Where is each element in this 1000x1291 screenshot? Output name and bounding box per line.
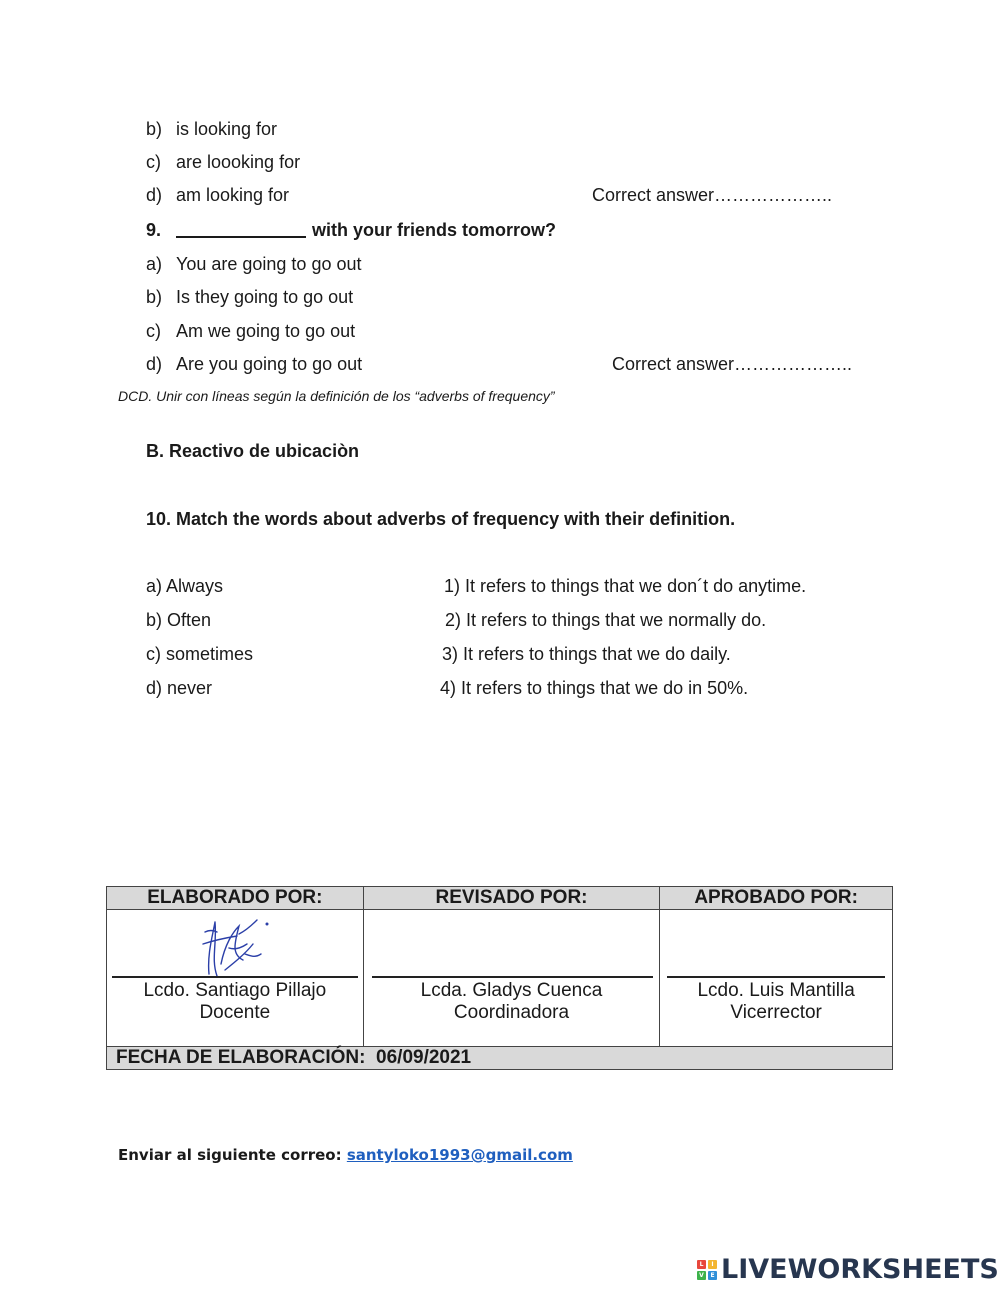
signer-name: Lcdo. Luis Mantilla xyxy=(697,980,855,1001)
option-letter: d) xyxy=(146,185,163,205)
signature-row xyxy=(107,910,893,1047)
logo-square: V xyxy=(697,1271,706,1280)
signature-cell-aprobado xyxy=(660,910,893,1047)
date-label: FECHA DE ELABORACIÓN: xyxy=(116,1047,366,1068)
option-text: Are you going to go out xyxy=(176,354,363,374)
signer-role: Coordinadora xyxy=(453,1002,570,1023)
option-letter: c) xyxy=(146,152,161,172)
option-text: You are going to go out xyxy=(176,254,362,274)
option-letter: b) xyxy=(146,287,163,307)
signer-elaborado xyxy=(107,980,363,1024)
q9-correct-answer-field[interactable]: Correct answer……………….. xyxy=(612,354,853,374)
q8-option-d xyxy=(146,185,289,206)
option-letter: a) xyxy=(146,254,163,274)
logo-text: LIVEWORKSHEETS xyxy=(721,1254,999,1285)
q9-question xyxy=(146,220,556,241)
option-letter: c) xyxy=(146,321,161,341)
option-letter: b) xyxy=(146,119,163,139)
match-definition-3[interactable]: 3) It refers to things that we do daily. xyxy=(442,644,731,664)
q9-option-a xyxy=(146,254,362,275)
match-word-never[interactable]: d) never xyxy=(146,678,213,698)
option-text: Am we going to go out xyxy=(176,321,356,341)
signer-name: Lcda. Gladys Cuenca xyxy=(420,980,603,1001)
match-definition-1[interactable]: 1) It refers to things that we don´t do anytime. xyxy=(444,576,807,596)
date-value: 06/09/2021 xyxy=(376,1047,472,1068)
signature-line xyxy=(667,976,885,978)
header-revisado: REVISADO POR: xyxy=(363,887,660,910)
email-label: Enviar al siguiente correo: xyxy=(118,1146,342,1164)
dcd-note: DCD. Unir con líneas según la definición de los “adverbs of frequency” xyxy=(118,388,555,404)
match-definition-2[interactable]: 2) It refers to things that we normally do. xyxy=(445,610,767,630)
liveworksheets-logo xyxy=(697,1254,999,1285)
signer-role: Docente xyxy=(199,1002,271,1023)
signature-line xyxy=(112,976,358,978)
handwritten-signature-icon xyxy=(195,914,275,984)
logo-square: E xyxy=(708,1271,717,1280)
signature-cell-elaborado xyxy=(107,910,364,1047)
logo-square: L xyxy=(697,1260,706,1269)
email-line xyxy=(118,1146,573,1164)
answer-blank xyxy=(176,236,306,238)
section-b-heading: B. Reactivo de ubicaciòn xyxy=(146,441,360,461)
q8-correct-answer-field[interactable]: Correct answer……………….. xyxy=(592,185,833,205)
signature-cell-revisado xyxy=(363,910,660,1047)
logo-square: I xyxy=(708,1260,717,1269)
q10-title: 10. Match the words about adverbs of frequency with their definition. xyxy=(146,509,736,529)
q9-option-d xyxy=(146,354,362,375)
option-letter: d) xyxy=(146,354,163,374)
match-word-always[interactable]: a) Always xyxy=(146,576,224,596)
option-text: is looking for xyxy=(176,119,278,139)
option-text: Is they going to go out xyxy=(176,287,354,307)
q9-option-c xyxy=(146,321,355,342)
match-word-often[interactable]: b) Often xyxy=(146,610,212,630)
elaboration-date xyxy=(107,1047,893,1070)
header-elaborado: ELABORADO POR: xyxy=(107,887,364,910)
match-definition-4[interactable]: 4) It refers to things that we do in 50%. xyxy=(440,678,749,698)
signature-line xyxy=(372,976,654,978)
q9-option-b xyxy=(146,287,353,308)
signer-role: Vicerrector xyxy=(730,1002,822,1023)
match-word-sometimes[interactable]: c) sometimes xyxy=(146,644,254,664)
signer-revisado xyxy=(364,980,660,1024)
signer-aprobado xyxy=(660,980,892,1024)
q8-option-b xyxy=(146,119,277,140)
email-link[interactable]: santyloko1993@gmail.com xyxy=(346,1146,573,1164)
option-text: am looking for xyxy=(176,185,290,205)
q8-option-c xyxy=(146,152,300,173)
signature-table-footer xyxy=(107,1047,893,1070)
option-text: are loooking for xyxy=(176,152,301,172)
logo-squares-icon xyxy=(697,1260,717,1280)
question-text: with your friends tomorrow? xyxy=(312,220,557,240)
signature-table-header xyxy=(107,887,893,910)
header-aprobado: APROBADO POR: xyxy=(660,887,893,910)
question-number: 9. xyxy=(146,220,162,240)
signer-name: Lcdo. Santiago Pillajo xyxy=(143,980,327,1001)
signature-table xyxy=(106,886,893,1070)
